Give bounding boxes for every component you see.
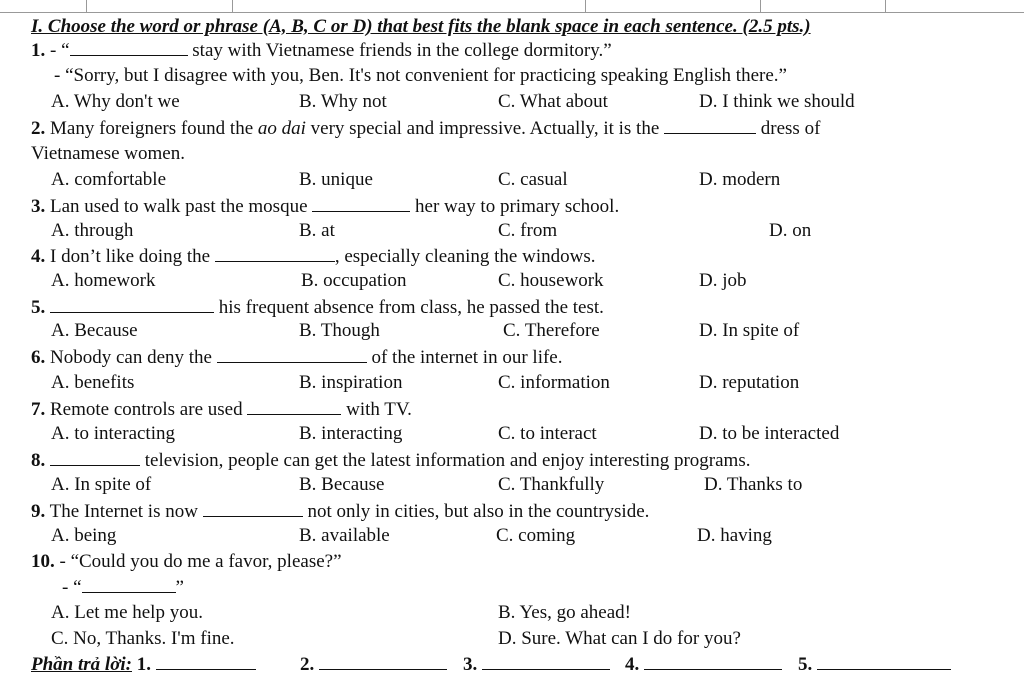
question-text: of the internet in our life. [371,347,563,368]
option-b[interactable]: B. occupation [301,270,407,291]
question-number: 2. [31,118,46,139]
question-text: his frequent absence from class, he passed the test. [218,297,604,318]
answer-slot-4[interactable] [644,653,782,670]
option-b[interactable]: B. available [299,525,390,546]
question-6 [31,346,562,369]
question-3 [31,195,619,218]
question-text: I don’t like doing the [50,246,211,267]
question-text: , especially cleaning the windows. [334,246,596,267]
option-d[interactable]: D. I think we should [699,91,855,112]
answer-item [798,653,951,676]
question-text: television, people can get the latest information and enjoy interesting programs. [144,450,751,471]
table-cell-divider [86,0,87,12]
question-text: The Internet is now [49,501,198,522]
option-d[interactable]: D. modern [699,169,781,190]
question-9 [31,500,649,523]
section-heading: I. Choose the word or phrase (A, B, C or D) that best fits the blank space in each sentence. (2.5 pts.) [31,16,811,37]
question-text: Nobody can deny the [50,347,212,368]
question-text: Lan used to walk past the mosque [50,196,308,217]
option-d[interactable]: D. Thanks to [704,474,803,495]
question-text: not only in cities, but also in the countryside. [307,501,650,522]
question-text: very special and impressive. Actually, it is the [310,118,660,139]
question-5 [31,296,604,319]
option-c[interactable]: C. No, Thanks. I'm fine. [51,628,235,649]
option-c[interactable]: C. What about [498,91,608,112]
option-d[interactable]: D. Sure. What can I do for you? [498,628,741,649]
option-a[interactable]: A. Why don't we [51,91,180,112]
quote-open: - “ [62,577,82,598]
table-cell-divider [232,0,233,12]
answer-item [625,653,782,676]
option-a[interactable]: A. comfortable [51,169,167,190]
question-7 [31,398,412,421]
option-a[interactable]: A. being [51,525,117,546]
question-number: 9. [31,501,46,522]
option-c[interactable]: C. housework [498,270,604,291]
table-cell-divider [585,0,586,12]
answer-blank[interactable] [247,398,341,415]
answer-slot-5[interactable] [817,653,951,670]
question-number: 5. [31,297,46,318]
option-b[interactable]: B. unique [299,169,373,190]
option-b[interactable]: B. Though [299,320,380,341]
answer-number: 3. [463,654,478,675]
option-a[interactable]: A. to interacting [51,423,175,444]
question-text: with TV. [346,399,412,420]
option-a[interactable]: A. Let me help you. [51,602,203,623]
question-2-continued: Vietnamese women. [31,143,185,164]
option-d[interactable]: D. to be interacted [699,423,840,444]
question-number: 6. [31,347,46,368]
table-top-border [0,0,1024,13]
answer-sheet [31,653,256,676]
answer-blank[interactable] [70,39,188,56]
question-1-reply: - “Sorry, but I disagree with you, Ben. It's not convenient for practicing speaking English there.” [54,65,787,86]
answer-blank[interactable] [215,245,335,262]
answer-number: 1. [136,654,151,675]
answer-blank[interactable] [217,346,367,363]
option-c[interactable]: C. Thankfully [498,474,605,495]
answer-blank[interactable] [50,449,140,466]
option-d[interactable]: D. reputation [699,372,800,393]
question-number: 4. [31,246,46,267]
question-number: 7. [31,399,46,420]
answer-blank[interactable] [82,576,176,593]
question-2 [31,117,820,140]
answer-blank[interactable] [664,117,756,134]
question-text: stay with Vietnamese friends in the college dormitory.” [192,40,612,61]
question-8 [31,449,750,472]
question-text: Remote controls are used [50,399,243,420]
answer-number: 4. [625,654,640,675]
answer-number: 2. [300,654,315,675]
quote-close: ” [175,577,184,598]
answer-slot-1[interactable] [156,653,256,670]
answer-blank[interactable] [312,195,410,212]
option-d[interactable]: D. on [769,220,812,241]
option-d[interactable]: D. In spite of [699,320,800,341]
option-a[interactable]: A. Because [51,320,138,341]
option-b[interactable]: B. Yes, go ahead! [498,602,631,623]
option-c[interactable]: C. to interact [498,423,597,444]
option-b[interactable]: B. Why not [299,91,387,112]
option-c[interactable]: C. from [498,220,558,241]
question-10 [31,551,342,573]
table-cell-divider [760,0,761,12]
question-text: - “Could you do me a favor, please?” [59,551,342,572]
answer-item [300,653,447,676]
answer-blank[interactable] [50,296,214,313]
option-d[interactable]: D. job [699,270,747,291]
answer-slot-2[interactable] [319,653,447,670]
question-10-reply [62,576,184,599]
question-text: Many foreigners found the [50,118,254,139]
option-a[interactable]: A. through [51,220,134,241]
option-c[interactable]: C. casual [498,169,568,190]
question-number: 10. [31,551,55,572]
option-a[interactable]: A. homework [51,270,156,291]
answer-item [463,653,610,676]
answer-label: Phần trả lời: [31,654,132,675]
option-b[interactable]: B. inspiration [299,372,403,393]
question-1 [31,39,612,62]
question-text: dress of [760,118,821,139]
question-4 [31,245,595,268]
option-c[interactable]: C. information [498,372,610,393]
question-text: her way to primary school. [415,196,620,217]
option-c[interactable]: C. coming [496,525,576,546]
question-number: 1. [31,40,46,61]
option-c[interactable]: C. Therefore [503,320,600,341]
table-cell-divider [885,0,886,12]
question-number: 8. [31,450,46,471]
answer-number: 5. [798,654,813,675]
option-b[interactable]: B. at [299,220,335,241]
question-text: - “ [50,40,70,61]
question-number: 3. [31,196,46,217]
question-term: ao dai [257,118,306,139]
option-a[interactable]: A. benefits [51,372,135,393]
option-a[interactable]: A. In spite of [51,474,152,495]
option-b[interactable]: B. Because [299,474,385,495]
option-d[interactable]: D. having [697,525,772,546]
answer-slot-3[interactable] [482,653,610,670]
option-b[interactable]: B. interacting [299,423,403,444]
answer-blank[interactable] [203,500,303,517]
